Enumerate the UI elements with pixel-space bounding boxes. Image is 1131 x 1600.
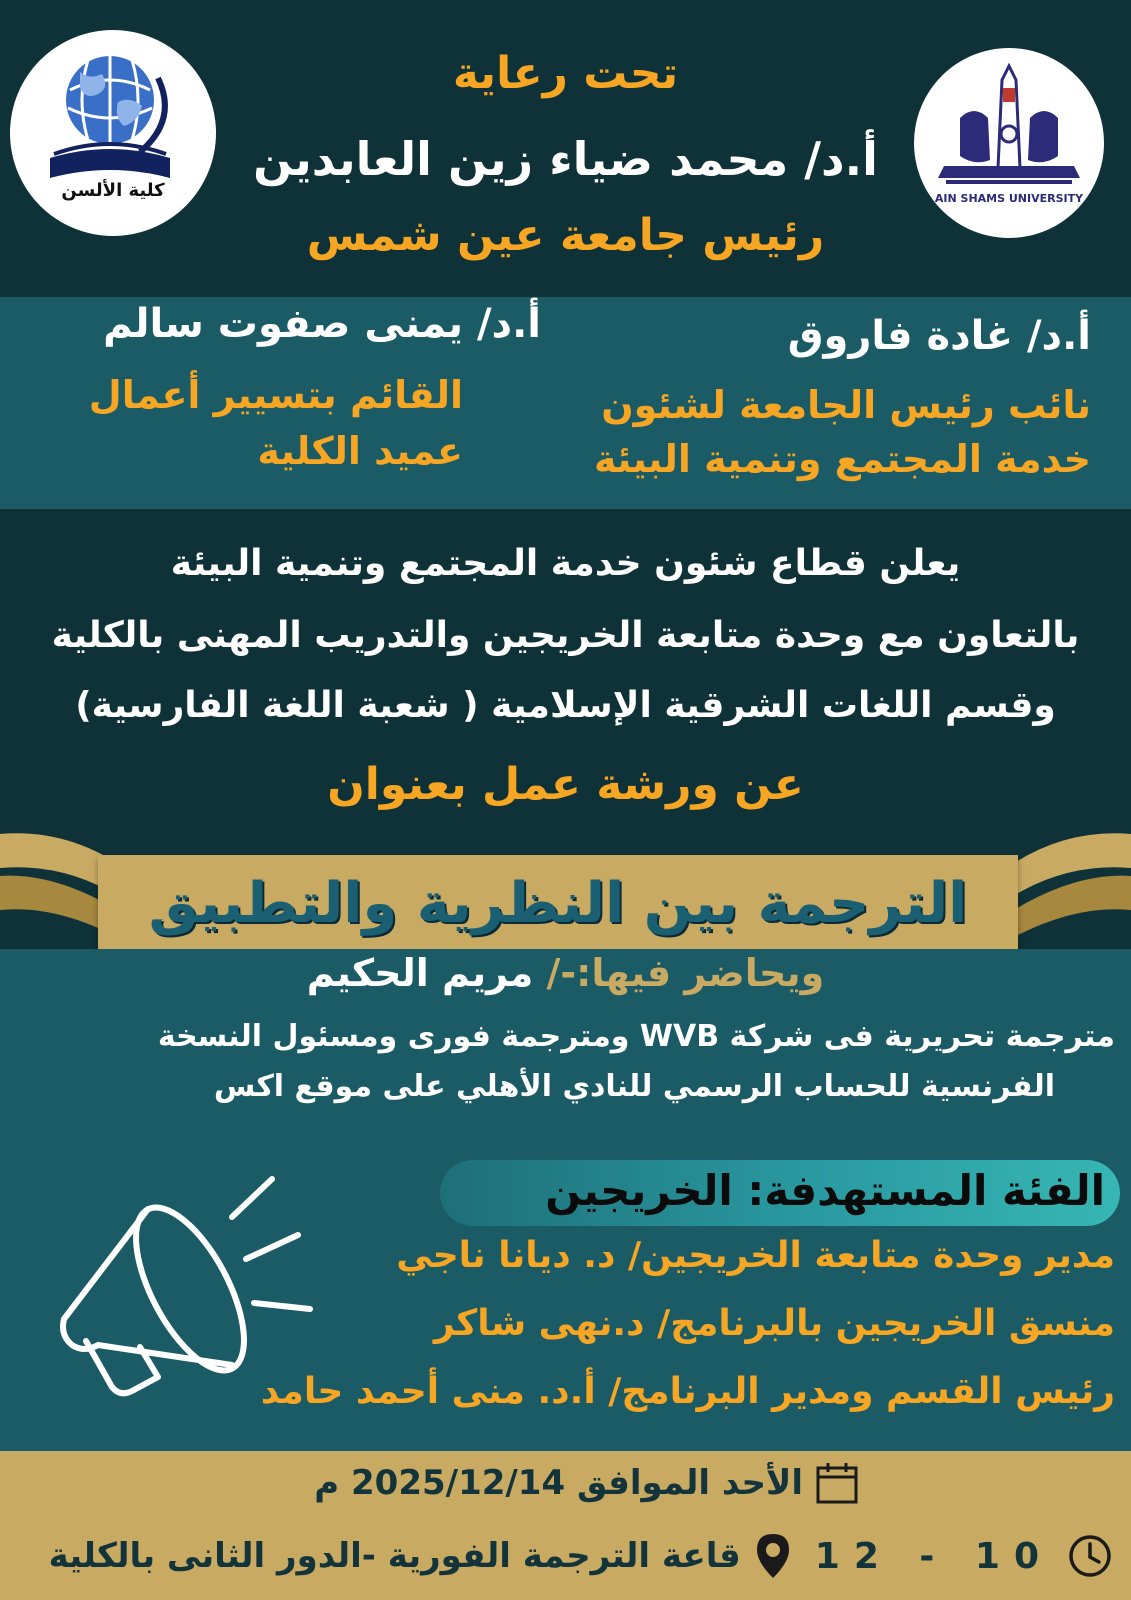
footer-section	[0, 1451, 1131, 1600]
clock-icon	[1067, 1531, 1113, 1581]
deputy-right-title-1: نائب رئيس الجامعة لشئون	[601, 383, 1091, 427]
ribbon-right-decoration	[1001, 832, 1131, 952]
patronage-heading: تحت رعاية	[452, 48, 679, 99]
patron-section	[0, 0, 1131, 297]
calendar-icon	[813, 1459, 861, 1507]
venue-time-row	[49, 1531, 1113, 1581]
workshop-title: الترجمة بين النظرية والتطبيق	[148, 871, 968, 936]
event-time: 12 - 10	[814, 1535, 1053, 1577]
location-pin-icon	[753, 1531, 793, 1581]
staff-line-3: رئيس القسم ومدير البرنامج/ أ.د. منى أحمد حامد	[260, 1371, 1115, 1412]
deputy-right-name: أ.د/ غادة فاروق	[787, 313, 1091, 359]
announce-line-1: يعلن قطاع شئون خدمة المجتمع وتنمية البيئة	[170, 543, 961, 584]
patron-title: رئيس جامعة عين شمس	[306, 210, 825, 261]
workshop-intro: عن ورشة عمل بعنوان	[327, 759, 804, 810]
lecturer-bio-2: الفرنسية للحساب الرسمي للنادي الأهلي على موقع اكس	[213, 1069, 1055, 1104]
target-audience: الفئة المستهدفة: الخريجين	[545, 1166, 1105, 1215]
workshop-title-box	[98, 855, 1018, 953]
university-logo-text: AIN SHAMS UNIVERSITY	[934, 192, 1084, 205]
event-venue: قاعة الترجمة الفورية -الدور الثانى بالكلية	[48, 1536, 741, 1576]
deputies-section	[0, 297, 1131, 509]
announce-line-3: وقسم اللغات الشرقية الإسلامية ( شعبة اللغة الفارسية)	[75, 685, 1056, 726]
deputy-left-title-2: عميد الكلية	[257, 429, 463, 473]
target-audience-pill	[440, 1160, 1120, 1226]
deputy-left-name: أ.د/ يمنى صفوت سالم	[103, 301, 541, 347]
announce-line-2: بالتعاون مع وحدة متابعة الخريجين والتدريب المهنى بالكلية	[51, 615, 1080, 656]
event-date: الأحد الموافق 2025/12/14 م	[314, 1463, 803, 1503]
staff-line-1: مدير وحدة متابعة الخريجين/ د. ديانا ناجي	[396, 1235, 1115, 1276]
deputy-left-title-1: القائم بتسيير أعمال	[88, 373, 463, 417]
lecturer-name: مريم الحكيم	[306, 951, 534, 995]
date-row	[314, 1459, 861, 1507]
megaphone-icon	[40, 1169, 320, 1399]
faculty-logo-text: كلية الألسن	[61, 180, 165, 201]
staff-line-2: منسق الخريجين بالبرنامج/ د.نهى شاكر	[433, 1303, 1115, 1344]
lecturer-bio-1: مترجمة تحريرية فى شركة WVB ومترجمة فورى ومسئول النسخة	[157, 1019, 1115, 1054]
lecturer-section	[0, 949, 1131, 1451]
lecturer-label: ويحاضر فيها:-/	[546, 951, 825, 995]
lecturer-line	[0, 951, 1131, 995]
patron-name: أ.د/ محمد ضياء زين العابدين	[253, 132, 878, 186]
deputy-right-title-2: خدمة المجتمع وتنمية البيئة	[593, 437, 1091, 481]
